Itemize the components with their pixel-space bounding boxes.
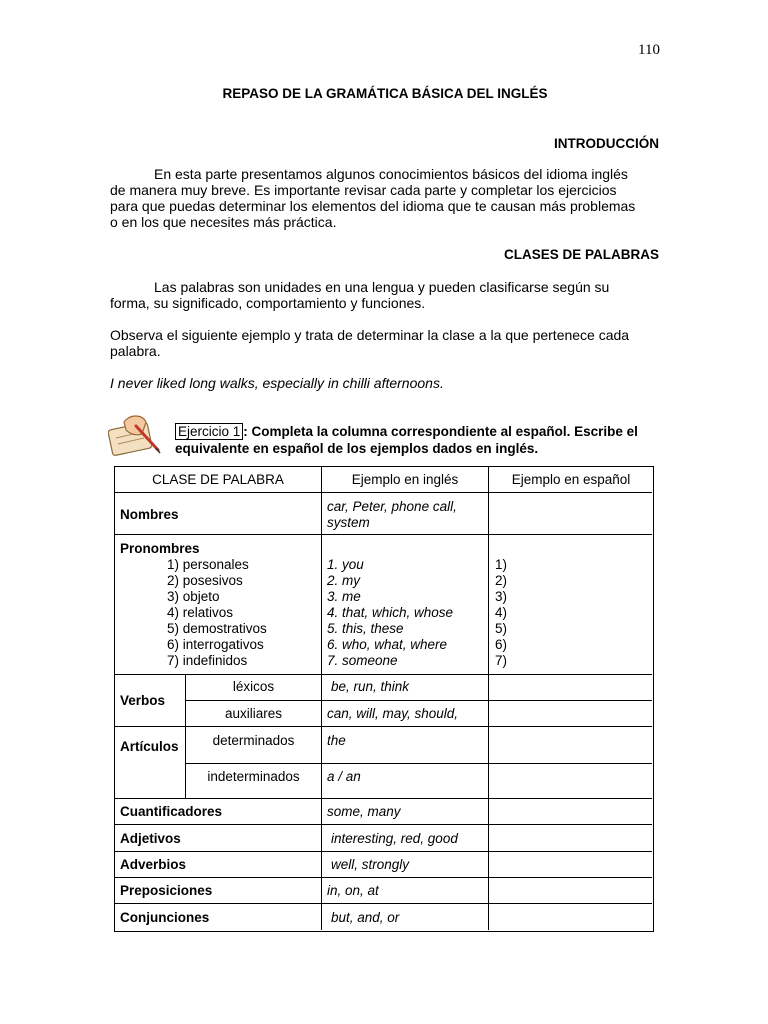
exercise-text-2: equivalente en español de los ejemplos dados en inglés.	[175, 441, 539, 456]
spanish-slot: 2)	[495, 573, 508, 588]
subtype-item: 3) objeto	[167, 589, 220, 604]
row-adjetivos-example: interesting, red, good	[331, 831, 458, 846]
spanish-slot: 1)	[495, 557, 508, 572]
spanish-slot: 7)	[495, 653, 508, 668]
spanish-slot: 4)	[495, 605, 508, 620]
exercise-label: Ejercicio 1	[175, 423, 243, 440]
row-preposiciones-example: in, on, at	[327, 883, 379, 898]
intro-line: de manera muy breve. Es importante revisar cada parte y completar los ejercicios	[110, 182, 617, 198]
exercise-text-1: : Completa la columna correspondiente al español. Escribe el	[243, 424, 638, 439]
row-cuantificadores-label: Cuantificadores	[120, 804, 223, 819]
header-espanol: Ejemplo en español	[511, 472, 631, 487]
verbos-lexicos-example: be, run, think	[331, 679, 410, 694]
subtype-item: 4) relativos	[167, 605, 234, 620]
intro-line: En esta parte presentamos algunos conocimientos básicos del idioma inglés	[154, 166, 628, 182]
intro-line: para que puedas determinar los elementos del idioma que te causan más problemas	[110, 198, 636, 214]
spanish-slot: 5)	[495, 621, 508, 636]
clases-heading: CLASES DE PALABRAS	[503, 247, 659, 262]
intro-paragraph	[110, 166, 659, 230]
row-adverbios-example: well, strongly	[331, 857, 410, 872]
row-nombres-label: Nombres	[120, 507, 179, 522]
row-cuantificadores-example: some, many	[327, 804, 401, 819]
example-item: 2. my	[327, 573, 361, 588]
articulos-indet: indeterminados	[207, 769, 300, 784]
exercise-instructions	[175, 423, 659, 457]
word-classes-table	[114, 466, 654, 932]
example-item: 4. that, which, whose	[327, 605, 454, 620]
spanish-slot: 3)	[495, 589, 508, 604]
example-line: system	[327, 515, 370, 530]
observa-paragraph	[110, 327, 659, 359]
page-title: REPASO DE LA GRAMÁTICA BÁSICA DEL INGLÉS	[222, 86, 548, 101]
observa-line: palabra.	[110, 343, 161, 359]
observa-line: Observa el siguiente ejemplo y trata de determinar la clase a la que pertenece cada	[110, 327, 630, 343]
subtype-item: 6) interrogativos	[167, 637, 264, 652]
subtype-item: 2) posesivos	[167, 573, 243, 588]
example-item: 7. someone	[327, 653, 398, 668]
subtype-item: 5) demostrativos	[167, 621, 267, 636]
row-verbos-label: Verbos	[120, 693, 166, 708]
verbos-lexicos: léxicos	[232, 679, 275, 694]
example-item: 6. who, what, where	[327, 637, 448, 652]
clases-line: Las palabras son unidades en una lengua y pueden clasificarse según su	[154, 279, 610, 295]
header-clase: CLASE DE PALABRA	[152, 472, 284, 487]
intro-line: o en los que necesites más práctica.	[110, 214, 337, 230]
pronombres-subtypes	[167, 557, 267, 669]
pronombres-spanish	[495, 557, 507, 669]
subtype-item: 7) indefinidos	[167, 653, 248, 668]
articulos-det: determinados	[212, 733, 295, 748]
articulos-indet-example: a / an	[327, 769, 361, 784]
example-sentence: I never liked long walks, especially in chilli afternoons.	[110, 375, 444, 391]
spanish-slot: 6)	[495, 637, 508, 652]
example-item: 1. you	[327, 557, 364, 572]
hand-writing-icon	[108, 412, 164, 456]
row-conjunciones-label: Conjunciones	[120, 910, 210, 925]
row-conjunciones-example: but, and, or	[331, 910, 400, 925]
subtype-item: 1) personales	[167, 557, 249, 572]
header-ingles: Ejemplo en inglés	[351, 472, 459, 487]
row-adjetivos-label: Adjetivos	[120, 831, 181, 846]
intro-heading: INTRODUCCIÓN	[554, 136, 659, 151]
articulos-det-example: the	[327, 733, 346, 748]
row-adverbios-label: Adverbios	[120, 857, 187, 872]
verbos-auxiliares: auxiliares	[224, 706, 283, 721]
row-pronombres-label: Pronombres	[120, 541, 200, 556]
pronombres-examples	[327, 557, 453, 669]
row-nombres-example	[327, 499, 485, 531]
example-item: 3. me	[327, 589, 361, 604]
example-line: car, Peter, phone call,	[327, 499, 457, 514]
example-item: 5. this, these	[327, 621, 404, 636]
page-number: 110	[638, 42, 660, 58]
row-articulos-label: Artículos	[120, 739, 179, 754]
clases-paragraph	[110, 279, 659, 311]
verbos-auxiliares-example: can, will, may, should,	[327, 706, 459, 721]
row-preposiciones-label: Preposiciones	[120, 883, 213, 898]
clases-line: forma, su significado, comportamiento y funciones.	[110, 295, 426, 311]
